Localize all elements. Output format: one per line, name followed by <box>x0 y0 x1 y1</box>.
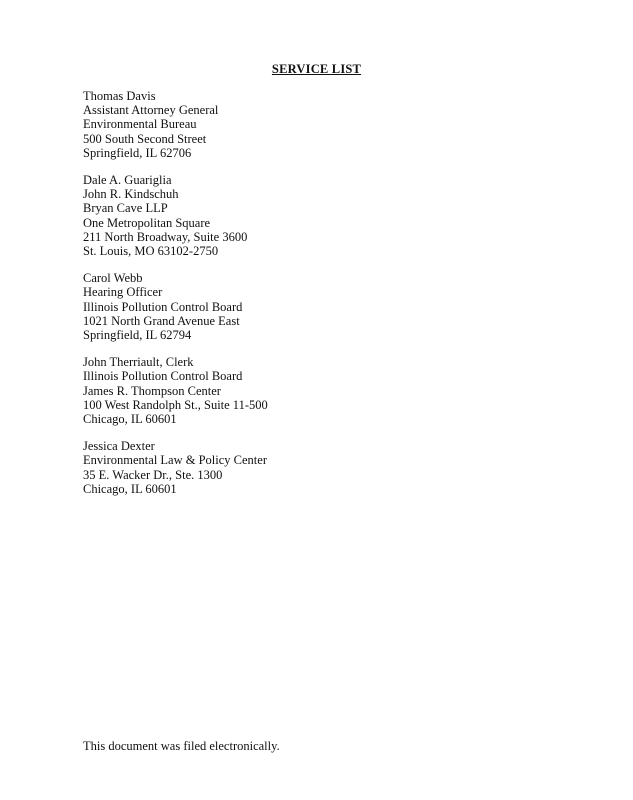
recipient-title: Hearing Officer <box>83 285 163 300</box>
recipient-street: 211 North Broadway, Suite 3600 <box>83 229 248 244</box>
filing-note: This document was filed electronically. <box>83 739 280 753</box>
recipient-organization: Illinois Pollution Control Board <box>83 369 243 384</box>
recipient-street: 35 E. Wacker Dr., Ste. 1300 <box>83 467 223 482</box>
recipient-name: Carol Webb <box>83 271 143 286</box>
recipient-city-state-zip: St. Louis, MO 63102-2750 <box>83 244 219 259</box>
recipient-organization: Illinois Pollution Control Board <box>83 299 243 314</box>
recipient-organization: Bryan Cave LLP <box>83 201 168 216</box>
recipient-title: Assistant Attorney General <box>83 103 219 118</box>
recipient-organization: Environmental Bureau <box>83 117 197 132</box>
recipient-name: John R. Kindschuh <box>83 187 179 202</box>
recipient-building: One Metropolitan Square <box>83 215 211 230</box>
recipient-name: Jessica Dexter <box>83 439 155 454</box>
recipient-block <box>83 271 563 342</box>
recipient-name: Thomas Davis <box>83 89 156 103</box>
recipient-city-state-zip: Chicago, IL 60601 <box>83 481 177 496</box>
recipient-block <box>83 355 563 426</box>
recipient-street: 500 South Second Street <box>83 131 207 146</box>
recipient-name: Dale A. Guariglia <box>83 173 172 188</box>
recipient-block <box>83 439 563 496</box>
recipient-block <box>83 89 563 160</box>
recipient-street: 100 West Randolph St., Suite 11-500 <box>83 397 268 412</box>
recipient-city-state-zip: Springfield, IL 62794 <box>83 328 192 343</box>
recipient-organization: Environmental Law & Policy Center <box>83 453 267 468</box>
recipient-city-state-zip: Springfield, IL 62706 <box>83 145 192 160</box>
recipient-street: 1021 North Grand Avenue East <box>83 313 240 328</box>
recipient-name: John Therriault, Clerk <box>83 355 194 370</box>
recipient-list <box>83 89 563 509</box>
document-title: SERVICE LIST <box>271 62 362 76</box>
recipient-city-state-zip: Chicago, IL 60601 <box>83 412 177 427</box>
recipient-building: James R. Thompson Center <box>83 383 221 398</box>
recipient-block <box>83 173 563 258</box>
